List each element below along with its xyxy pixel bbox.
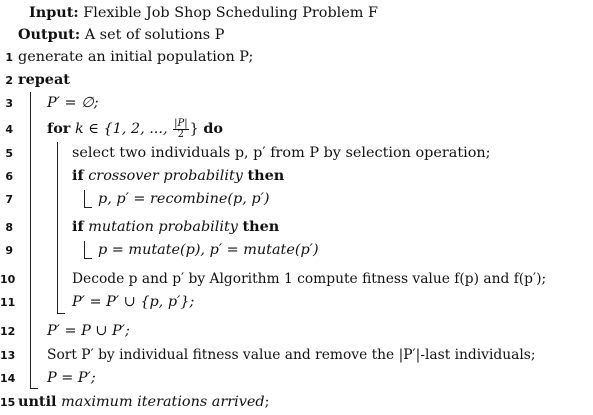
line-number: 12 [0,325,16,338]
fraction-denominator: 2 [177,128,185,140]
if-mutation-end [84,258,92,259]
repeat-block-rail [30,92,31,389]
keyword-then: then [247,167,285,184]
input-label: Input: [29,4,79,21]
line-number: 2 [5,74,13,87]
line-text: generate an initial population P; [18,49,254,65]
condition-text: maximum iterations arrived [61,394,265,410]
line-text: P′ = P′ ∪ {p, p′}; [72,294,195,310]
line-text: Sort P′ by individual fitness value and remove the |P′|-last individuals; [47,347,536,363]
line-number: 15 [0,396,16,409]
line-text: select two individuals p, p′ from P by selection operation; [72,145,491,161]
line-number: 4 [5,123,13,136]
line-text: p = mutate(p), p′ = mutate(p′) [98,242,319,258]
line-text: P = P′; [47,370,96,386]
line-text: p, p′ = recombine(p, p′) [98,191,270,207]
keyword-until: until [18,393,57,410]
output-label: Output: [18,26,81,43]
keyword-if: if [72,218,84,235]
line-end: ; [264,394,270,410]
line-number: 14 [0,372,16,385]
line-text: P′ = ∅; [47,95,99,111]
line-number: 9 [5,244,13,257]
line-number: 7 [5,193,13,206]
if-crossover-end [84,207,92,208]
if-crossover-rail [84,190,85,208]
keyword-if: if [72,167,84,184]
line-number: 8 [5,221,13,234]
line-number: 6 [5,170,13,183]
line-number: 11 [0,296,16,309]
fraction-numerator: |P| [174,117,188,129]
for-block-end [57,313,65,314]
keyword-then: then [242,218,280,235]
condition-text: crossover probability [88,168,243,184]
keyword-for: for [47,120,71,137]
line-number: 5 [5,147,13,160]
line-text: P′ = P ∪ P′; [47,323,130,339]
line-number: 13 [0,349,16,362]
keyword-repeat: repeat [18,71,70,88]
for-block-rail [57,142,58,314]
input-text: Flexible Job Shop Scheduling Problem F [83,5,378,21]
line-text: Decode p and p′ by Algorithm 1 compute fitness value f(p) and f(p′); [72,271,547,287]
repeat-block-end [30,388,38,389]
keyword-do: do [203,120,223,137]
output-text: A set of solutions P [84,27,225,43]
line-number: 10 [0,273,16,286]
line-number: 1 [5,51,13,64]
fraction [173,119,188,140]
for-range-pre: k ∈ {1, 2, ..., [70,121,173,137]
if-mutation-rail [84,241,85,259]
for-range-post: } [189,121,204,137]
line-number: 3 [5,97,13,110]
condition-text: mutation probability [88,219,238,235]
